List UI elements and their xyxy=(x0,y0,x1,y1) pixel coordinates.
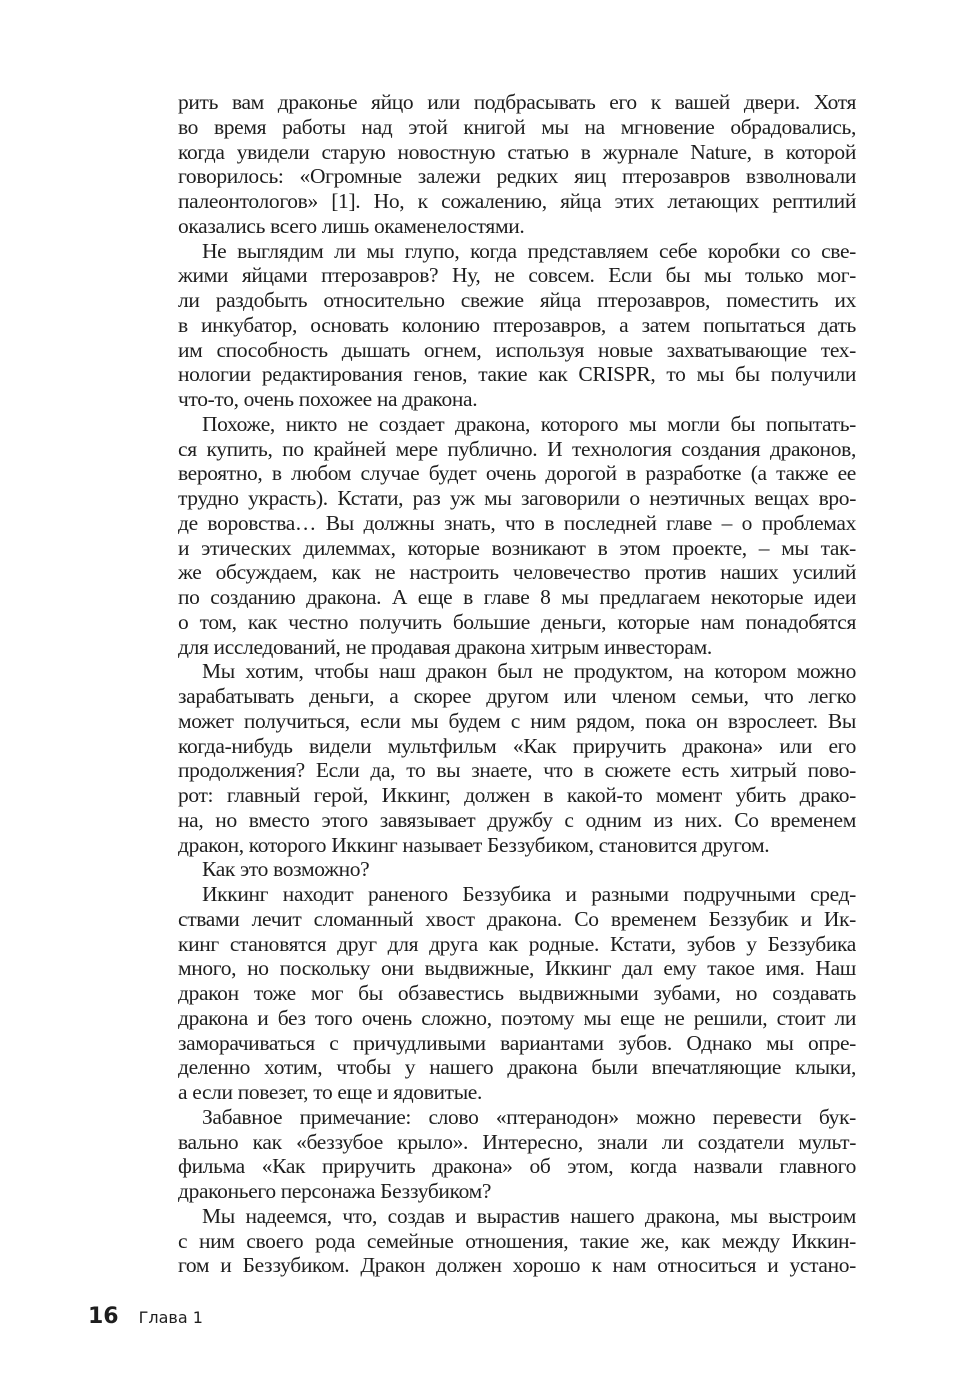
text-line: ся купить, по крайней мере публично. И технология создания драконов, xyxy=(178,436,856,461)
text-line: Не выглядим ли мы глупо, когда представляем себе коробки со све- xyxy=(202,238,856,263)
body-text xyxy=(178,90,856,1278)
text-line: заморачиваться с причудливыми вариантами зубов. Однако мы опре- xyxy=(178,1030,856,1055)
paragraph xyxy=(178,412,856,660)
text-line: дракона и без того очень сложно, поэтому мы еще не решили, стоит ли xyxy=(178,1005,856,1030)
text-line: для исследований, не продавая дракона хитрым инвесторам. xyxy=(178,634,712,659)
text-line: палеонтологов» [1]. Но, к сожалению, яйца этих летающих рептилий xyxy=(178,189,856,213)
text-line: много, но поскольку они выдвижные, Иккинг дал ему такое имя. Наш xyxy=(178,956,856,981)
text-line: ли раздобыть относительно свежие яйца птерозавров, поместить их xyxy=(178,288,856,312)
paragraph xyxy=(178,90,856,239)
text-line: по созданию дракона. А еще в главе 8 мы предлагаем некоторые идеи xyxy=(178,585,856,609)
text-line: Забавное примечание: слово «птеранодон» можно перевести бук- xyxy=(202,1104,856,1129)
text-line: в инкубатор, основать колонию птерозавров, а затем попытаться дать xyxy=(178,312,856,337)
chapter-label: Глава 1 xyxy=(138,1308,203,1327)
text-line: когда увидели старую новостную статью в журнале Nature, в которой xyxy=(178,139,856,164)
text-line: им способность дышать огнем, используя новые захватывающие тех- xyxy=(178,337,856,362)
text-line: что-то, очень похожее на дракона. xyxy=(178,387,478,411)
text-line: Похоже, никто не создает дракона, которого мы могли бы попытать- xyxy=(202,411,856,436)
text-line: Иккинг находит раненого Беззубика и разными подручными сред- xyxy=(202,882,856,906)
text-line: и этических дилеммах, которые возникают в этом проекте, – мы так- xyxy=(178,535,856,560)
text-line: же обсуждаем, как не настроить человечество против наших усилий xyxy=(178,560,856,585)
paragraph xyxy=(178,659,856,857)
text-line: рить вам драконье яйцо или подбрасывать его к вашей двери. Хотя xyxy=(178,90,856,114)
text-line: а если повезет, то еще и ядовитые. xyxy=(178,1080,483,1104)
text-line: Как это возможно? xyxy=(202,857,370,882)
text-line: гом и Беззубиком. Дракон должен хорошо к нам относиться и устано- xyxy=(178,1253,856,1278)
page-number: 16 xyxy=(88,1304,119,1329)
text-line: трудно украсть). Кстати, раз уж мы заговорили о неэтичных вещах вро- xyxy=(178,486,856,510)
text-line: во время работы над этой книгой мы на мгновение обрадовались, xyxy=(178,114,856,139)
text-line: с ним своего рода семейные отношения, такие же, как между Иккин- xyxy=(178,1228,856,1253)
text-line: деленно хотим, чтобы у нашего дракона были впечатляющие клыки, xyxy=(178,1055,856,1080)
paragraph xyxy=(178,882,856,1105)
text-line: дракон тоже мог бы обзавестись выдвижными зубами, но создавать xyxy=(178,981,856,1005)
text-line: Мы надеемся, что, создав и вырастив нашего дракона, мы выстроим xyxy=(202,1203,856,1228)
text-line: оказались всего лишь окаменелостями. xyxy=(178,213,525,238)
text-line: вероятно, в любом случае будет очень дорогой в разработке (а также ее xyxy=(178,461,856,486)
text-line: ствами лечит сломанный хвост дракона. Со временем Беззубик и Ик- xyxy=(178,906,856,931)
text-line: нологии редактирования генов, такие как CRISPR, то мы бы получили xyxy=(178,362,856,387)
text-line: жими яйцами птерозавров? Ну, не совсем. Если бы мы только мог- xyxy=(178,263,856,288)
text-line: кинг становятся друг для друга как родные. Кстати, зубов у Беззубика xyxy=(178,931,856,956)
text-line: на, но вместо этого завязывает дружбу с одним из них. Со временем xyxy=(178,807,856,832)
text-line: рот: главный герой, Иккинг, должен в какой-то момент убить драко- xyxy=(178,783,856,807)
text-line: дракон, которого Иккинг называет Беззубиком, становится другом. xyxy=(178,832,770,857)
paragraph xyxy=(178,239,856,412)
text-line: о том, как честно получить большие деньги, которые нам понадобятся xyxy=(178,609,856,634)
page-footer xyxy=(88,1304,203,1329)
text-line: Мы хотим, чтобы наш дракон был не продуктом, на котором можно xyxy=(202,659,856,684)
text-line: вально как «беззубое крыло». Интересно, знали ли создатели мульт- xyxy=(178,1129,856,1154)
text-line: говорилось: «Огромные залежи редких яиц птерозавров взволновали xyxy=(178,164,856,189)
text-line: продолжения? Если да, то вы знаете, что в сюжете есть хитрый пово- xyxy=(178,758,856,783)
text-line: может получиться, если мы будем с ним рядом, пока он взрослеет. Вы xyxy=(178,708,856,733)
paragraph xyxy=(178,1105,856,1204)
text-line: зарабатывать деньги, а скорее другом или членом семьи, что легко xyxy=(178,684,856,708)
text-line: когда-нибудь видели мультфильм «Как приручить дракона» или его xyxy=(178,733,856,758)
text-line: де воровства… Вы должны знать, что в последней главе – о проблемах xyxy=(178,510,856,535)
paragraph xyxy=(178,857,856,882)
paragraph xyxy=(178,1204,856,1278)
text-line: драконьего персонажа Беззубиком? xyxy=(178,1179,492,1203)
text-line: фильма «Как приручить дракона» об этом, когда назвали главного xyxy=(178,1154,856,1179)
